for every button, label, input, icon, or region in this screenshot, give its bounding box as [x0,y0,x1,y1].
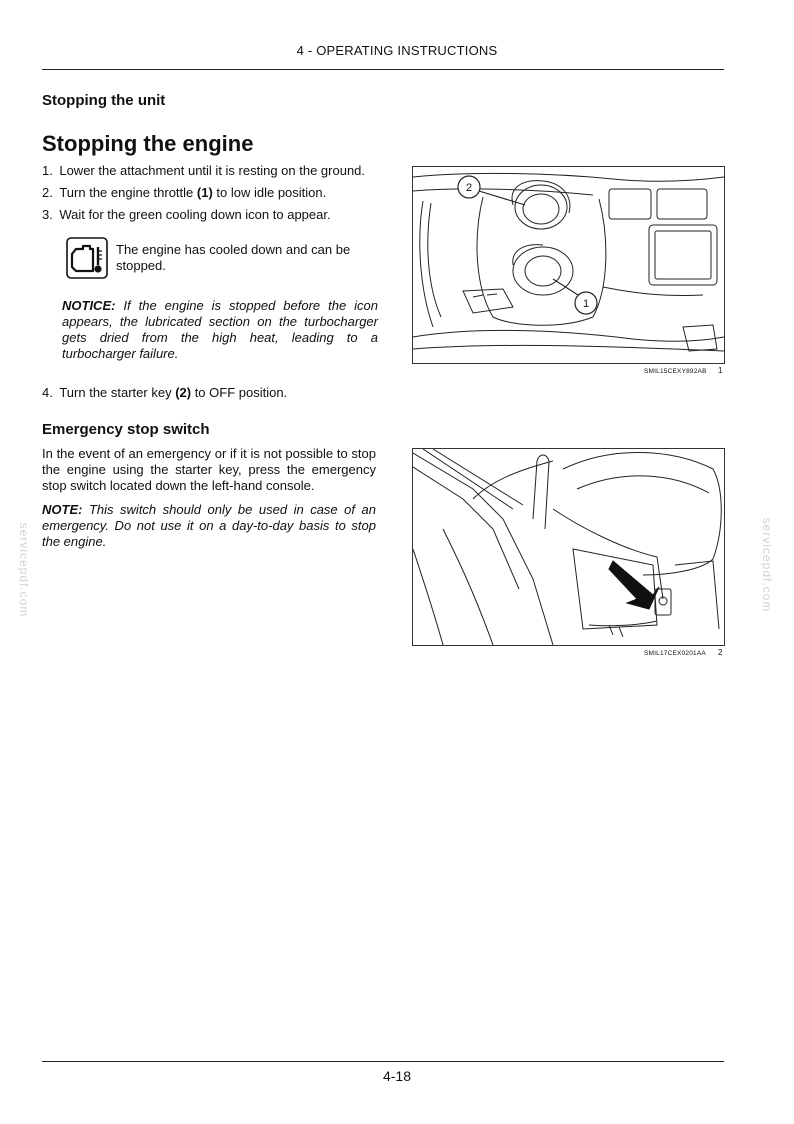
watermark-left: servicepdf.com [17,522,31,618]
figure-2-code: SMIL17CEX0201AA [644,650,706,657]
figure-2-number: 2 [718,648,723,657]
emergency-paragraph: In the event of an emergency or if it is not possible to stop the engine using the starter key, press the emergency stop switch located down the left-hand console. [42,446,376,493]
header-rule [42,69,724,70]
step-4-tail: to OFF position. [191,385,288,400]
figure-1-throttle-and-key [412,166,725,364]
step-4-text: 4. Turn the starter key [42,385,176,400]
step-3: 3. Wait for the green cooling down icon to appear. [42,207,331,222]
page-number: 4-18 [382,1068,412,1084]
notice-text: If the engine is stopped before the icon appears, the lubricated section on the turbocharger gets dried from the high heat, leading to a turbocharger failure. [62,298,378,361]
step-2-text: 2. Turn the engine throttle [42,185,197,200]
emergency-note [42,502,376,550]
chapter-header: 4 - OPERATING INSTRUCTIONS [296,43,498,58]
step-4 [42,382,382,404]
section-title: Stopping the unit [42,92,166,109]
heading-stopping-engine: Stopping the engine [42,131,254,156]
icon-note-text: The engine has cooled down and can be stopped. [116,242,351,273]
figure-1-drawing [413,167,724,363]
figure-1-code: SMIL15CEXY892AB [644,368,707,375]
figure-1-number: 1 [718,366,723,375]
notice-block [62,298,378,362]
step-4-ref: (2) [175,385,192,400]
figure-1-callout-1: 1 [582,298,590,310]
step-2-tail: to low idle position. [212,185,327,200]
watermark-right: servicepdf.com [760,517,774,613]
engine-steps-list [42,160,382,226]
step-2-ref: (1) [196,185,213,200]
footer-rule [42,1061,724,1062]
figure-2-drawing [413,449,724,645]
figure-1-callout-2: 2 [465,182,473,194]
figure-2-emergency-switch [412,448,725,646]
step-1: 1. Lower the attachment until it is resting on the ground. [42,163,366,178]
engine-temperature-icon [66,237,108,279]
notice-label: NOTICE: [62,298,116,313]
engine-steps-list-cont [42,382,382,404]
step-2 [42,182,382,204]
heading-emergency-stop: Emergency stop switch [42,421,210,438]
note-label: NOTE: [42,502,83,517]
note-text: This switch should only be used in case of an emergency. Do not use it on a day-to-day basis to stop the engine. [42,502,376,549]
